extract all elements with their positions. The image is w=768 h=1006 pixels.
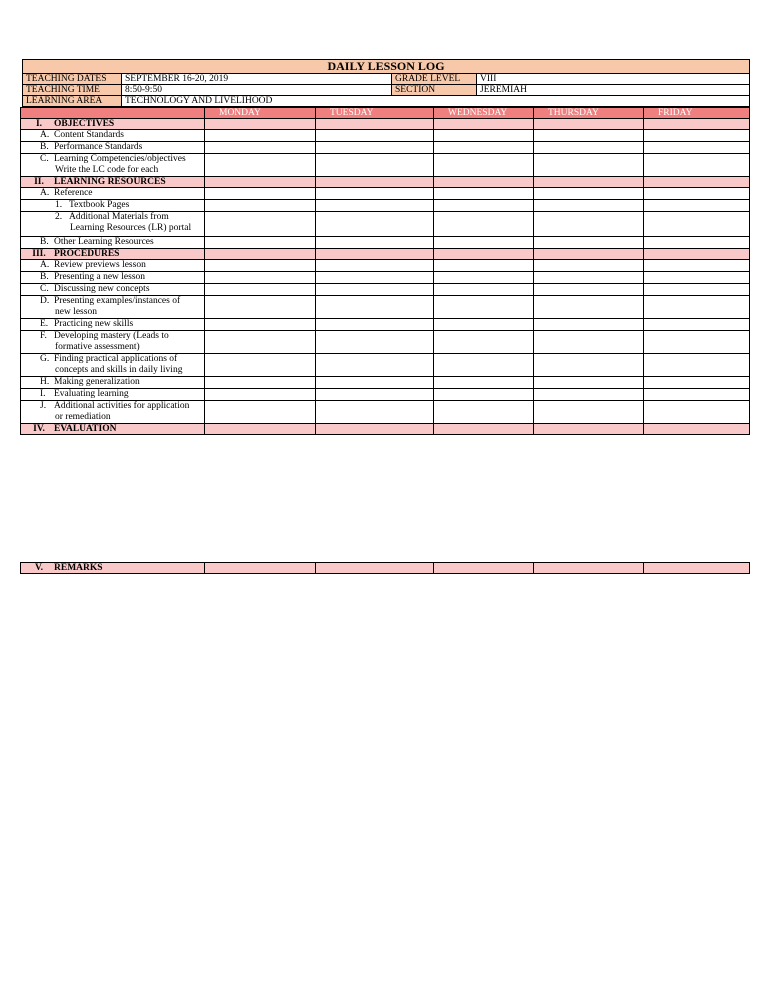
- section-evaluation: IV. EVALUATION: [21, 424, 205, 435]
- item-other-resources: B. Other Learning Resources: [21, 237, 205, 249]
- grade-level-label: GRADE LEVEL: [392, 74, 477, 85]
- day-friday: FRIDAY: [644, 108, 750, 119]
- section-value[interactable]: JEREMIAH: [477, 85, 750, 96]
- item-review-lesson: A. Review previews lesson: [21, 260, 205, 272]
- item-textbook-pages: 1. Textbook Pages: [21, 200, 205, 212]
- teaching-dates-label: TEACHING DATES: [23, 74, 122, 85]
- table-row: [21, 354, 750, 377]
- teaching-time-label: TEACHING TIME: [23, 85, 122, 96]
- item-evaluating-learning: I. Evaluating learning: [21, 389, 205, 401]
- daily-lesson-log: [20, 59, 749, 435]
- lesson-grid: [20, 107, 750, 435]
- page-title: DAILY LESSON LOG: [23, 60, 750, 74]
- table-row: [21, 319, 750, 331]
- table-row: [21, 331, 750, 354]
- item-presenting-examples: D. Presenting examples/instances of new lesson: [21, 296, 205, 319]
- item-additional-activities: J. Additional activities for application or remediation: [21, 401, 205, 424]
- learning-area-value[interactable]: TECHNOLOGY AND LIVELIHOOD: [122, 96, 750, 107]
- remarks-table: [20, 562, 750, 574]
- table-row: [21, 130, 750, 142]
- section-row-procedures: [21, 249, 750, 260]
- table-row: [21, 296, 750, 319]
- day-header-row: [21, 108, 750, 119]
- learning-area-label: LEARNING AREA: [23, 96, 122, 107]
- table-row: [21, 260, 750, 272]
- item-practicing-skills: E. Practicing new skills: [21, 319, 205, 331]
- item-content-standards: A. Content Standards: [21, 130, 205, 142]
- section-learning-resources: II. LEARNING RESOURCES: [21, 177, 205, 188]
- item-discussing-concepts: C. Discussing new concepts: [21, 284, 205, 296]
- section-row-resources: [21, 177, 750, 188]
- day-tuesday: TUESDAY: [316, 108, 434, 119]
- day-thursday: THURSDAY: [534, 108, 644, 119]
- table-row: [21, 188, 750, 200]
- table-row: [21, 237, 750, 249]
- teaching-time-value[interactable]: 8:50-9:50: [122, 85, 392, 96]
- header-table: [22, 59, 750, 107]
- grade-level-value[interactable]: VIII: [477, 74, 750, 85]
- section-procedures: III. PROCEDURES: [21, 249, 205, 260]
- teaching-dates-value[interactable]: SEPTEMBER 16-20, 2019: [122, 74, 392, 85]
- day-monday: MONDAY: [205, 108, 316, 119]
- section-objectives: I. OBJECTIVES: [21, 119, 205, 130]
- item-practical-applications: G. Finding practical applications of concepts and skills in daily living: [21, 354, 205, 377]
- table-row: [21, 212, 750, 237]
- remarks-block: [20, 562, 749, 574]
- table-row: [21, 142, 750, 154]
- section-row-remarks: [21, 563, 750, 574]
- section-row-objectives: [21, 119, 750, 130]
- section-label: SECTION: [392, 85, 477, 96]
- item-generalization: H. Making generalization: [21, 377, 205, 389]
- item-reference: A. Reference: [21, 188, 205, 200]
- item-new-lesson: B. Presenting a new lesson: [21, 272, 205, 284]
- table-row: [21, 154, 750, 177]
- table-row: [21, 401, 750, 424]
- item-performance-standards: B. Performance Standards: [21, 142, 205, 154]
- table-row: [21, 284, 750, 296]
- item-developing-mastery: F. Developing mastery (Leads to formative assessment): [21, 331, 205, 354]
- section-row-evaluation: [21, 424, 750, 435]
- table-row: [21, 389, 750, 401]
- section-remarks: V. REMARKS: [21, 563, 205, 574]
- table-row: [21, 377, 750, 389]
- day-wednesday: WEDNESDAY: [434, 108, 534, 119]
- table-row: [21, 272, 750, 284]
- table-row: [21, 200, 750, 212]
- blank-header-cell: [21, 108, 205, 119]
- item-learning-competencies: C. Learning Competencies/objectives Write the LC code for each: [21, 154, 205, 177]
- item-additional-materials: 2. Additional Materials from Learning Resources (LR) portal: [21, 212, 205, 237]
